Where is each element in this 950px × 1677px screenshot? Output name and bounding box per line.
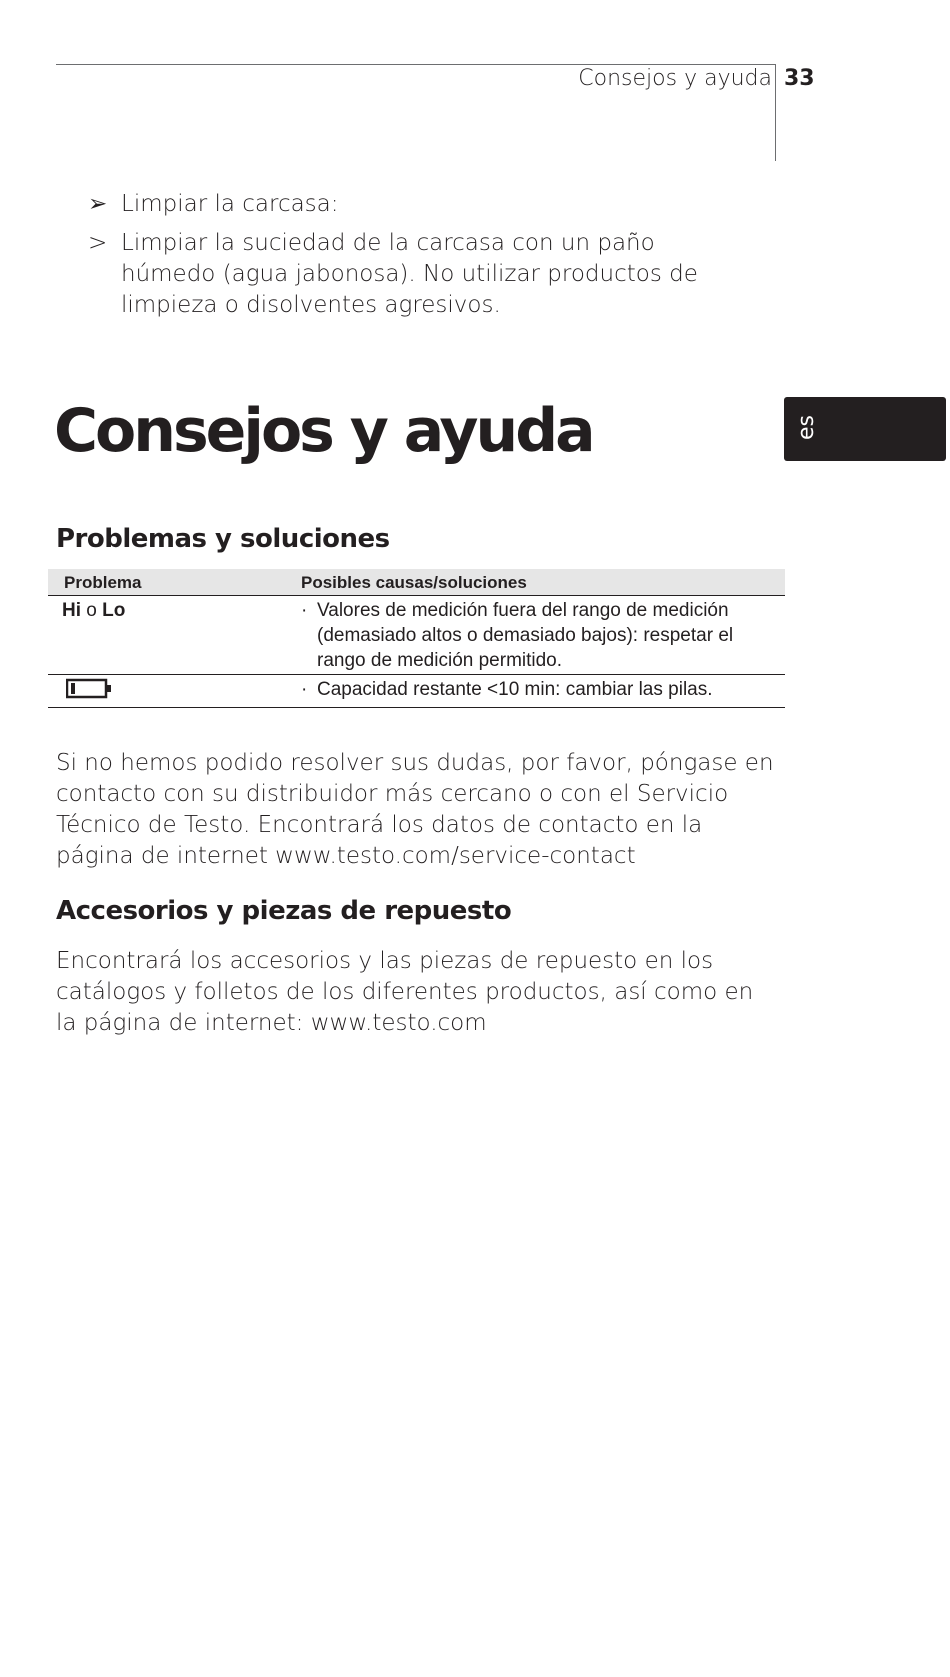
lo-label: Lo xyxy=(102,600,126,621)
step-text: Limpiar la suciedad de la carcasa con un paño húmedo (agua jabonosa). No utilizar productos de limpieza o disolventes agresivos. xyxy=(121,230,698,318)
header-rule xyxy=(56,64,776,65)
solution-line: rango de medición permitido. xyxy=(317,650,563,671)
or-label: o xyxy=(86,600,97,621)
section-title: Consejos y ayuda xyxy=(54,396,593,466)
table-row xyxy=(48,596,785,675)
step-text: Limpiar la carcasa: xyxy=(121,191,339,217)
col-header-problem: Problema xyxy=(48,569,301,596)
solution-line: Valores de medición fuera del rango de medición xyxy=(317,600,729,621)
language-tab xyxy=(784,397,946,461)
contact-paragraph: Si no hemos podido resolver sus dudas, por favor, póngase en contacto con su distribuidor más cercano o con el Servicio Técnico de Testo. Encontrará los datos de contacto en la página de internet www.testo.com/service-contact xyxy=(56,750,774,869)
problem-cell xyxy=(48,675,301,708)
arrow-icon: ➢ xyxy=(88,191,108,217)
table-header-row xyxy=(48,569,785,596)
bullet: · xyxy=(301,679,308,700)
solution-cell xyxy=(301,675,785,708)
problem-cell xyxy=(48,596,301,675)
solution-line: (demasiado altos o demasiado bajos): respetar el xyxy=(317,625,734,646)
solution-line: Capacidad restante <10 min: cambiar las pilas. xyxy=(317,679,713,700)
table-row xyxy=(48,675,785,708)
problems-table xyxy=(48,569,785,708)
hi-label: Hi xyxy=(62,600,81,621)
bullet: · xyxy=(301,600,308,621)
problems-heading: Problemas y soluciones xyxy=(56,524,390,554)
accessories-paragraph: Encontrará los accesorios y las piezas de repuesto en los catálogos y folletos de los diferentes productos, así como en la página de internet: www.testo.com xyxy=(56,948,754,1036)
page-number: 33 xyxy=(784,66,815,91)
header-vertical-rule xyxy=(775,64,776,161)
accessories-heading: Accesorios y piezas de repuesto xyxy=(56,896,512,926)
language-label: es xyxy=(794,415,819,440)
result-mark-icon: > xyxy=(88,230,108,256)
solution-cell xyxy=(301,596,785,675)
col-header-solution: Posibles causas/soluciones xyxy=(301,569,785,596)
running-title: Consejos y ayuda xyxy=(578,66,772,91)
battery-low-icon xyxy=(66,677,112,699)
